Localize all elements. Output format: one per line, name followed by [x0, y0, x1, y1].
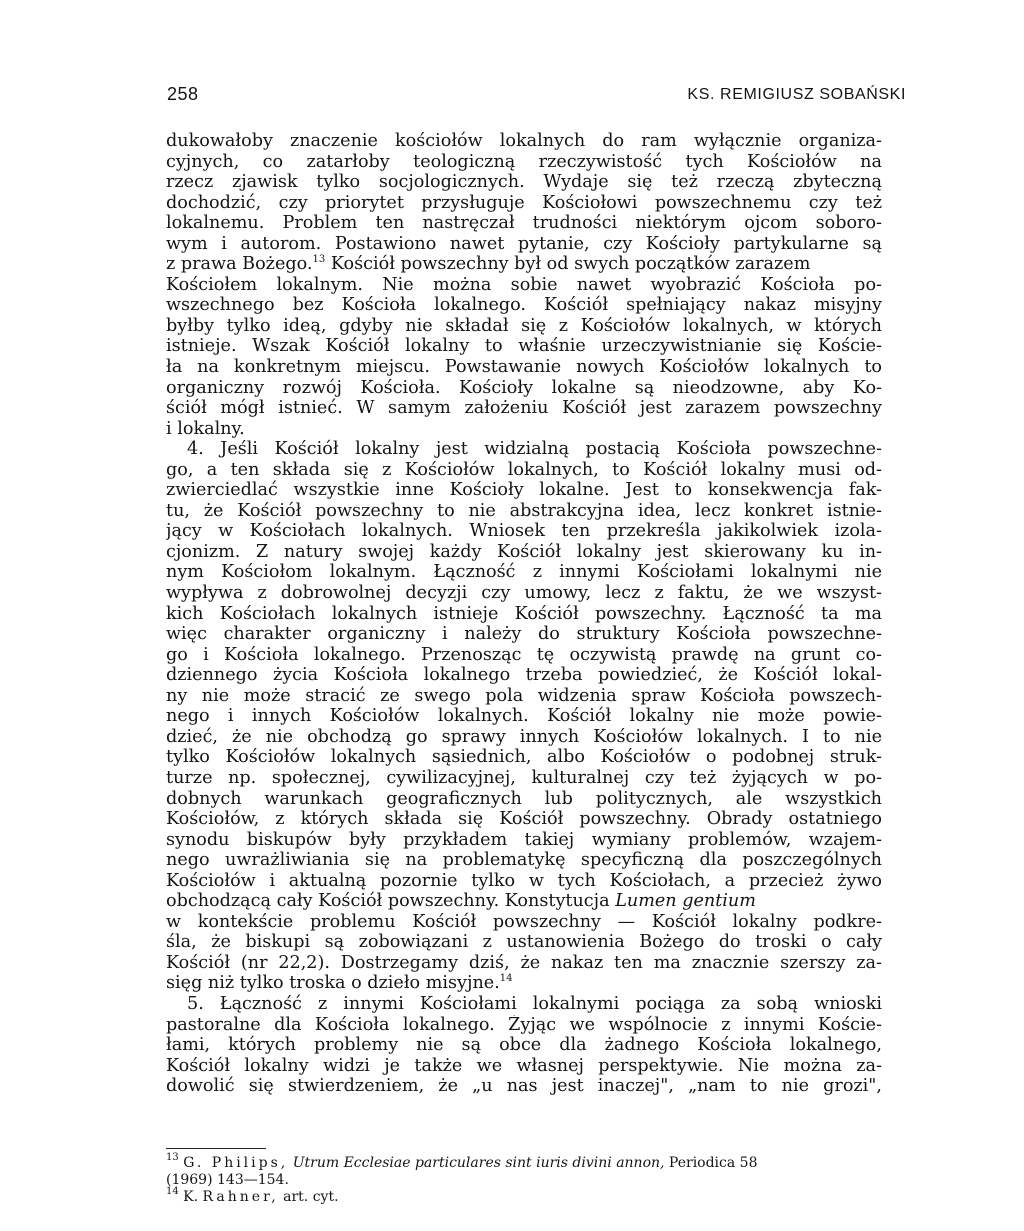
- text-line: lokalnemu. Problem ten nastręczał trudności niektórym ojcom soboro-: [166, 213, 882, 234]
- text-line: nego uwrażliwiania się na problematykę specyficzną dla poszczególnych: [166, 850, 882, 871]
- footnote-13: [166, 1152, 882, 1172]
- footnote-13-cont: (1969) 143—154.: [166, 1172, 289, 1188]
- text-fragment: obchodzącą cały Kościół powszechny. Konstytucja: [166, 891, 610, 912]
- text-line: i lokalny.: [166, 418, 245, 439]
- text-line: w kontekście problemu Kościół powszechny — Kościół lokalny podkre-: [166, 911, 882, 932]
- footnote-title: Utrum Ecclesiae particulares sint iuris divini annon,: [292, 1155, 665, 1171]
- text-line: dobnych warunkach geograficznych lub politycznych, ale wszystkich: [166, 788, 882, 809]
- page-number: 258: [167, 84, 199, 104]
- footnote-text: art. cyt.: [278, 1189, 339, 1205]
- text-fragment: Kościół powszechny był od swych początków zarazem: [325, 254, 811, 275]
- text-line: wypływa z dobrowolnej decyzji czy umowy, lecz z faktu, że we wszyst-: [166, 583, 882, 604]
- text-line: [166, 254, 882, 275]
- text-line: zwierciedlać wszystkie inne Kościoły lokalne. Jest to konsekwencja fak-: [166, 480, 882, 501]
- text-line: tu, że Kościół powszechny to nie abstrakcyjna idea, lecz konkret istnie-: [166, 500, 882, 521]
- text-line: dziennego życia Kościoła lokalnego trzeba powiedzieć, że Kościół lokal-: [166, 665, 882, 686]
- text-line: rzecz zjawisk tylko socjologicznych. Wydaje się też rzeczą zbyteczną: [166, 172, 882, 193]
- footnote-number: 14: [166, 1186, 179, 1197]
- text-line: dzieć, że nie obchodzą go sprawy innych Kościołów lokalnych. I to nie: [166, 726, 882, 747]
- footnote-divider: [166, 1148, 266, 1149]
- footnote-author: G. Philips,: [183, 1155, 289, 1171]
- footnote-number: 13: [166, 1152, 179, 1163]
- text-line: 5. Łączność z innymi Kościołami lokalnymi pociąga za sobą wnioski: [187, 993, 882, 1014]
- footnote-14: [166, 1186, 882, 1206]
- text-line: nego i innych Kościołów lokalnych. Kościół lokalny nie może powie-: [166, 706, 882, 727]
- text-line: cyjnych, co zatarłoby teologiczną rzeczywistość tych Kościołów na: [166, 151, 882, 172]
- text-line: śla, że biskupi są zobowiązani z ustanowienia Bożego do troski o cały: [166, 932, 882, 953]
- text-line: istnieje. Wszak Kościół lokalny to właśnie urzeczywistnianie się Koście-: [166, 336, 882, 357]
- text-line: dowolić się stwierdzeniem, że „u nas jest inaczej", „nam to nie grozi",: [166, 1076, 882, 1097]
- footnote-author: Rahner,: [202, 1189, 279, 1205]
- text-line: wym i autorom. Postawiono nawet pytanie, czy Kościoły partykularne są: [166, 233, 882, 254]
- text-fragment: sięg niż tylko troska o dzieło misyjne.: [166, 973, 500, 994]
- text-line: turze np. społecznej, cywilizacyjnej, kulturalnej czy też żyjących w po-: [166, 767, 882, 788]
- text-line: Kościołów, z których składa się Kościół powszechny. Obrady ostatniego: [166, 809, 882, 830]
- running-head: KS. REMIGIUSZ SOBAŃSKI: [687, 86, 906, 103]
- text-line: dochodzić, czy priorytet przysługuje Kościołowi powszechnemu czy też: [166, 192, 882, 213]
- italic-title: Lumen gentium: [615, 891, 756, 912]
- text-line: pastoralne dla Kościoła lokalnego. Żyjąc we wspólnocie z innymi Koście-: [166, 1014, 882, 1035]
- text-fragment: z prawa Bożego.: [166, 254, 313, 275]
- footnote-journal: Periodica 58: [664, 1155, 758, 1171]
- text-line: ściół mógł istnieć. W samym założeniu Kościół jest zarazem powszechny: [166, 398, 882, 419]
- text-line: wszechnego bez Kościoła lokalnego. Kościół spełniający nakaz misyjny: [166, 295, 882, 316]
- text-line: kich Kościołach lokalnych istnieje Kościół powszechny. Łączność ta ma: [166, 603, 882, 624]
- text-line: byłby tylko ideą, gdyby nie składał się z Kościołów lokalnych, w których: [166, 315, 882, 336]
- text-line: go, a ten składa się z Kościołów lokalnych, to Kościół lokalny musi od-: [166, 459, 882, 480]
- footnote-ref-14[interactable]: 14: [499, 973, 513, 985]
- text-line: go i Kościoła lokalnego. Przenosząc tę oczywistą prawdę na grunt co-: [166, 644, 882, 665]
- text-line: dukowałoby znaczenie kościołów lokalnych do ram wyłącznie organiza-: [166, 131, 882, 151]
- text-line: 4. Jeśli Kościół lokalny jest widzialną postacią Kościoła powszechne-: [187, 439, 882, 460]
- text-line: Kościół (nr 22,2). Dostrzegamy dziś, że nakaz ten ma znacznie szerszy za-: [166, 952, 882, 973]
- footnote-text: K.: [178, 1189, 203, 1205]
- text-line: łami, których problemy nie są obce dla żadnego Kościoła lokalnego,: [166, 1035, 882, 1056]
- text-line: ny nie może stracić ze swego pola widzenia spraw Kościoła powszech-: [166, 685, 882, 706]
- text-line: Kościołów i aktualną pozornie tylko w tych Kościołach, a przecież żywo: [166, 870, 882, 891]
- body-text: [166, 131, 882, 1097]
- text-line: Kościołem lokalnym. Nie można sobie nawet wyobrazić Kościoła po-: [166, 274, 882, 295]
- text-line: [166, 891, 882, 912]
- text-line: tylko Kościołów lokalnych sąsiednich, albo Kościołów o podobnej struk-: [166, 747, 882, 768]
- footnote-ref-13[interactable]: 13: [312, 254, 326, 266]
- text-line: ła na konkretnym miejscu. Powstawanie nowych Kościołów lokalnych to: [166, 357, 882, 378]
- text-line: nym Kościołom lokalnym. Łączność z innymi Kościołami lokalnymi nie: [166, 562, 882, 583]
- footnotes: [166, 1152, 882, 1206]
- text-line: synodu biskupów były przykładem takiej wymiany problemów, wzajem-: [166, 829, 882, 850]
- text-line: więc charakter organiczny i należy do struktury Kościoła powszechne-: [166, 624, 882, 645]
- text-line: cjonizm. Z natury swojej każdy Kościół lokalny jest skierowany ku in-: [166, 541, 882, 562]
- text-line: [166, 973, 882, 994]
- text-line: Kościół lokalny widzi je także we własnej perspektywie. Nie można za-: [166, 1055, 882, 1076]
- text-line: jący w Kościołach lokalnych. Wniosek ten przekreśla jakikolwiek izola-: [166, 521, 882, 542]
- text-line: organiczny rozwój Kościoła. Kościoły lokalne są nieodzowne, aby Ko-: [166, 377, 882, 398]
